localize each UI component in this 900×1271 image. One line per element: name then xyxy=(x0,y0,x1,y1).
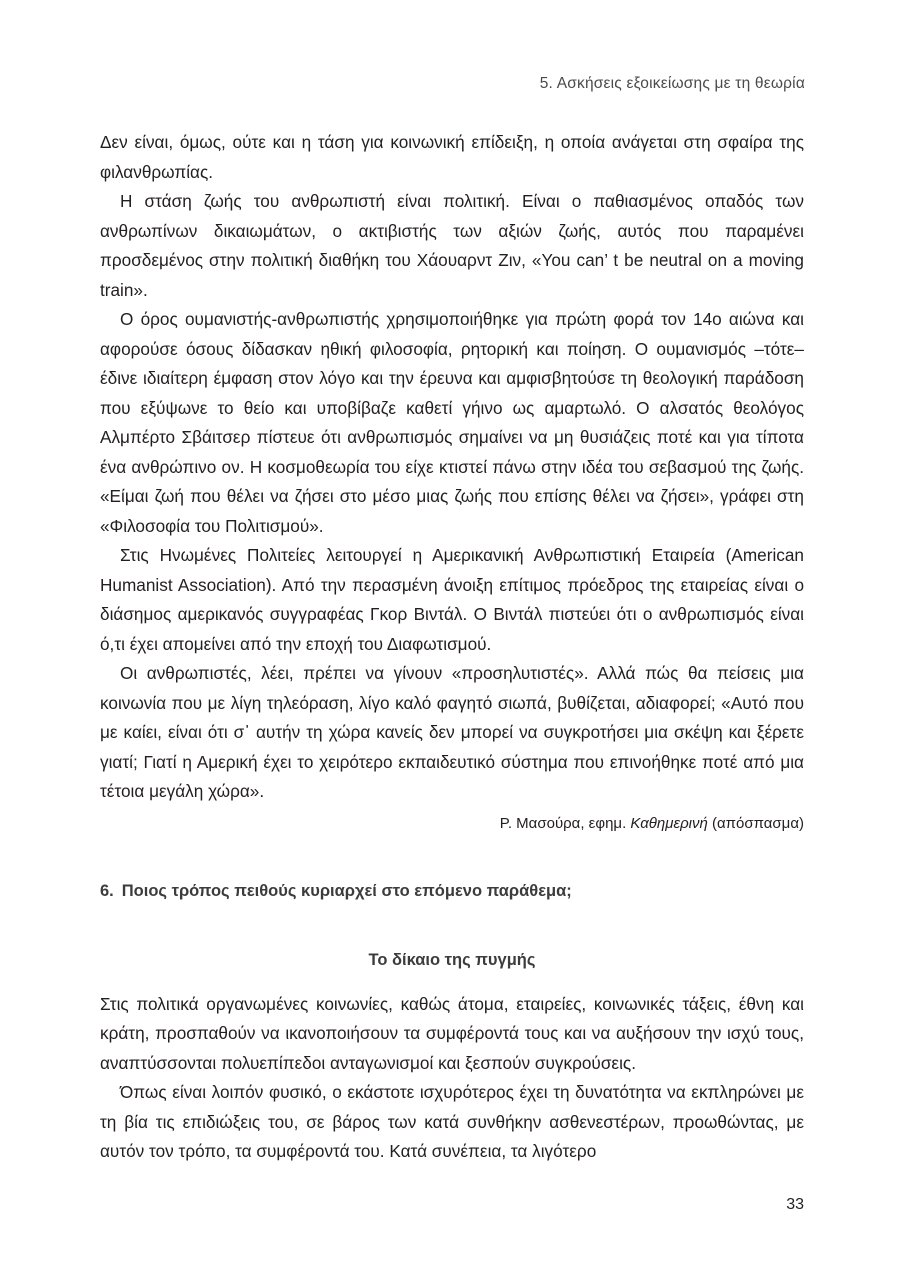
running-header: 5. Ασκήσεις εξοικείωσης με τη θεωρία xyxy=(539,75,805,92)
excerpt-paragraph: Στις πολιτικά οργανωμένες κοινωνίες, καθώς άτομα, εταιρείες, κοινωνικές τάξεις, έθνη και κράτη, προσπαθούν να ικανοποιήσουν τα συμφέροντά τους και να αυξήσουν την ισχύ τους, αναπτύσσονται πολυεπίπεδοι ανταγωνισμοί και ξεσπούν συγκρούσεις. xyxy=(100,993,804,1073)
body-paragraph: Δεν είναι, όμως, ούτε και η τάση για κοινωνική επίδειξη, η οποία ανάγεται στη σφαίρα της φιλανθρωπίας. xyxy=(100,132,804,182)
excerpt-title: Το δίκαιο της πυγμής xyxy=(368,951,536,969)
source-author: Ρ. Μασούρα, εφημ. xyxy=(499,814,631,832)
source-newspaper: Καθημερινή xyxy=(630,814,708,832)
source-citation xyxy=(100,813,804,835)
body-paragraph: Ο όρος ουμανιστής-ανθρωπιστής χρησιμοποιήθηκε για πρώτη φορά τον 14ο αιώνα και αφορούσε όσους δίδασκαν ηθική φιλοσοφία, ρητορική και ποίηση. Ο ουμανισμός –τότε– έδινε ιδιαίτερη έμφαση στον λόγο και την έρευνα και αμφισβητούσε τη θεολογική παράδοση που εξύψωνε το θείο και υποβίβαζε καθετί γήινο ως αμαρτωλό. Ο αλσατός θεολόγος Αλμπέρτο Σβάιτσερ πίστευε ότι ανθρωπισμός σημαίνει να μη θυσιάζεις ποτέ και για τίποτα ένα ανθρώπινο ον. Η κοσμοθεωρία του είχε κτιστεί πάνω στην ιδέα του σεβασμού της ζωής. «Είμαι ζωή που θέλει να ζήσει στο μέσο μιας ζωής που επίσης θέλει να ζήσει», γράφει στη «Φιλοσοφία του Πολιτισμού». xyxy=(100,309,804,536)
body-paragraph: Στις Ηνωμένες Πολιτείες λειτουργεί η Αμερικανική Ανθρωπιστική Εταιρεία (American Humanist Association). Από την περασμένη άνοιξη επίτιμος πρόεδρος της εταιρείας είναι ο διάσημος αμερικανός συγγραφέας Γκορ Βιντάλ. Ο Βιντάλ πιστεύει ότι ο ανθρωπισμός είναι ό,τι έχει απομείνει από την εποχή του Διαφωτισμού. xyxy=(100,545,804,654)
body-paragraph: Η στάση ζωής του ανθρωπιστή είναι πολιτική. Είναι ο παθιασμένος οπαδός των ανθρωπίνων δικαιωμάτων, ο ακτιβιστής των αξιών ζωής, αυτός που παραμένει προσδεμένος στην πολιτική διαθήκη του Χάουαρντ Ζιν, «You can’ t be neutral on a moving train». xyxy=(100,191,804,300)
excerpt-paragraph: Όπως είναι λοιπόν φυσικό, ο εκάστοτε ισχυρότερος έχει τη δυνατότητα να εκπληρώνει με τη βία τις επιδιώξεις του, σε βάρος των κατά συνθήκην ασθενεστέρων, προωθώντας, με αυτόν τον τρόπο, τα συμφέροντά του. Κατά συνέπεια, τα λιγότερο xyxy=(100,1082,804,1161)
page-content xyxy=(100,128,804,1167)
exercise-question xyxy=(100,877,804,907)
source-note: (απόσπασμα) xyxy=(707,814,804,832)
exercise-number: 6. xyxy=(100,881,114,900)
exercise-question-text: Ποιος τρόπος πειθούς κυριαρχεί στο επόμενο παράθεμα; xyxy=(121,881,572,900)
page-number: 33 xyxy=(786,1196,804,1213)
body-paragraph: Οι ανθρωπιστές, λέει, πρέπει να γίνουν «προσηλυτιστές». Αλλά πώς θα πείσεις μια κοινωνία που με λίγη τηλεόραση, λίγο καλό φαγητό σιωπά, βυθίζεται, αδιαφορεί; «Αυτό που με καίει, είναι ότι σ᾽ αυτήν τη χώρα κανείς δεν μπορεί να συγκροτήσει μια σκέψη και ξέρετε γιατί; Γιατί η Αμερική έχει το χειρότερο εκπαιδευτικό σύστημα που επινοήθηκε ποτέ από μια τέτοια μεγάλη χώρα». xyxy=(100,663,804,801)
